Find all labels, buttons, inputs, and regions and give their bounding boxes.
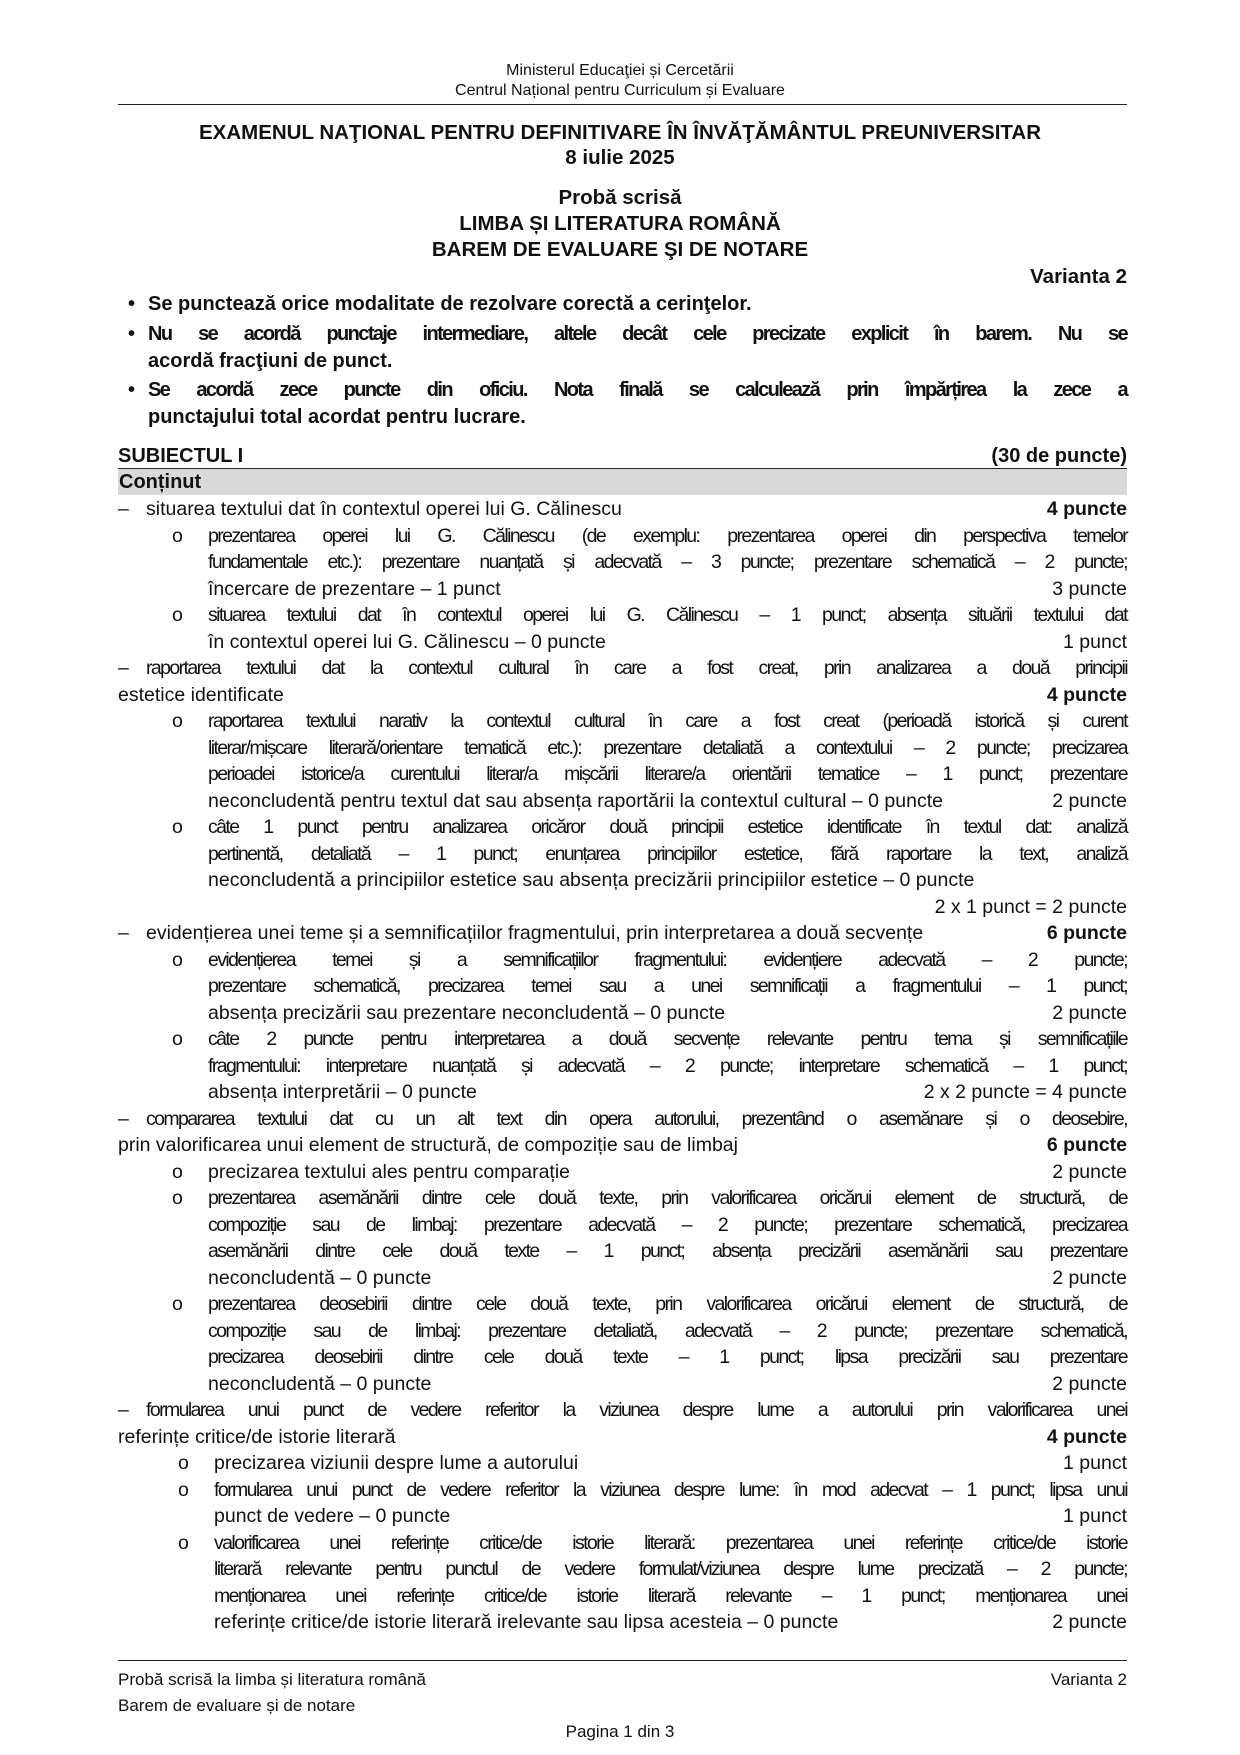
criteria-text: literară relevante pentru punctul de vedere formulat/viziunea despre lume precizată – 2 puncte; (214, 1558, 1127, 1580)
criteria-text: absența interpretării – 0 puncte (208, 1081, 477, 1103)
criteria-line (208, 576, 1127, 603)
criteria-text: menționarea unei referințe critice/de istorie literară relevante – 1 punct; menționarea unei (214, 1584, 1127, 1607)
criteria-text: încercare de prezentare – 1 punct (208, 577, 501, 600)
points-value: 2 puncte (1052, 1266, 1127, 1289)
criteria-text: neconcludentă a principiilor estetice sau absența precizării principiilor estetice – 0 puncte (208, 869, 975, 891)
criteria-text: compararea textului dat cu un alt text din opera autorului, prezentând o asemănare și o deosebire, (146, 1107, 1127, 1130)
criteria-text: fundamentale etc.): prezentare nuanțată și adecvată – 3 puncte; prezentare schematică – 2 puncte; (208, 551, 1127, 573)
rule-text: punctajului total acordat pentru lucrare. (148, 406, 526, 428)
points-value: 2 x 2 puncte = 4 puncte (923, 1081, 1127, 1103)
criteria-text: estetice identificate (118, 683, 284, 706)
criteria-line (208, 1000, 1127, 1027)
criteria-text: prin valorificarea unui element de structură, de compoziție sau de limbaj (118, 1134, 738, 1156)
points-value: 6 puncte (1046, 922, 1127, 944)
rule-line (128, 291, 1127, 317)
criteria-line (208, 549, 1127, 576)
criteria-line (172, 1159, 1127, 1186)
criteria-line (208, 973, 1127, 1000)
criteria-text: evidențierea temei și a semnificațiilor fragmentului: evidențiere adecvată – 2 puncte; (208, 948, 1127, 971)
circle-bullet-icon: o (178, 1478, 189, 1501)
section-header (118, 445, 1127, 468)
criteria-line (172, 947, 1127, 974)
criteria-line (214, 1609, 1127, 1636)
criteria-line (208, 1079, 1127, 1106)
criteria-text: câte 1 punct pentru analizarea oricăror două principii estetice identificate în textul dat: analiză (208, 816, 1127, 838)
points-value: 4 puncte (1046, 683, 1127, 706)
criteria-line (208, 1265, 1127, 1292)
criteria-line (208, 841, 1127, 868)
dash-bullet-icon: – (118, 1399, 129, 1421)
criteria-line (118, 1424, 1127, 1451)
content-header-bar (118, 469, 1127, 495)
points-value: 2 puncte (1052, 789, 1127, 812)
bullet-icon: • (128, 293, 136, 315)
criteria-line (118, 655, 1127, 682)
circle-bullet-icon: o (172, 1160, 183, 1183)
criteria-text: în contextul operei lui G. Călinescu – 0 puncte (208, 630, 606, 653)
criteria-text: situarea textului dat în contextul operei lui G. Călinescu (146, 498, 622, 520)
points-value: 2 puncte (1052, 1001, 1127, 1024)
criteria-line (214, 1503, 1127, 1530)
section-name: SUBIECTUL I (118, 445, 244, 467)
criteria-line (118, 496, 1127, 523)
points-value: 2 puncte (1052, 1160, 1127, 1183)
criteria-line (178, 1477, 1127, 1504)
criteria-line (208, 867, 1127, 894)
criteria-text: fragmentului: interpretare nuanțată și adecvată – 2 puncte; interpretare schematică – 1 punct; (208, 1054, 1127, 1077)
circle-bullet-icon: o (172, 816, 183, 838)
criteria-line (118, 682, 1127, 709)
criteria-line (208, 1318, 1127, 1345)
criteria-text: prezentare schematică, precizarea temei sau a unei semnificații a fragmentului – 1 punct; (208, 975, 1127, 997)
points-value: 4 puncte (1046, 1425, 1127, 1448)
criteria-line (214, 1583, 1127, 1610)
circle-bullet-icon: o (172, 1028, 183, 1050)
circle-bullet-icon: o (172, 1293, 183, 1315)
criteria-line (208, 1371, 1127, 1398)
criteria-text: prezentarea operei lui G. Călinescu (de exemplu: prezentarea operei din perspectiva temelor (208, 524, 1127, 547)
criteria-line (172, 814, 1127, 841)
page-number: Pagina 1 din 3 (565, 1722, 675, 1741)
dash-bullet-icon: – (118, 1107, 129, 1130)
criteria-line (172, 1291, 1127, 1318)
circle-bullet-icon: o (172, 948, 183, 971)
criteria-text: referințe critice/de istorie literară (118, 1425, 396, 1448)
dash-bullet-icon: – (118, 657, 129, 679)
rule-text: Nu se acordă punctaje intermediare, altele decât cele precizate explicit în barem. Nu se (148, 323, 1127, 345)
criteria-line (118, 1106, 1127, 1133)
criteria-line (178, 1530, 1127, 1557)
criteria-text: câte 2 puncte pentru interpretarea a două secvențe relevante pentru tema și semnificațiile (208, 1028, 1127, 1050)
criteria-text: literar/mișcare literară/orientare tematică etc.): prezentare detaliată a contextului – 2 puncte; precizarea (208, 736, 1127, 759)
circle-bullet-icon: o (172, 1187, 183, 1209)
criteria-line (118, 920, 1127, 947)
bullet-icon: • (128, 379, 136, 401)
points-value: 3 puncte (1052, 577, 1127, 600)
criteria-text: perioadei istorice/a curentului literar/a mișcării literare/a orientării tematice – 1 punct; prezentare (208, 763, 1127, 785)
criteria-line (172, 523, 1127, 550)
rule-text: acordă fracţiuni de punct. (148, 350, 393, 372)
criteria-text: referințe critice/de istorie literară irelevante sau lipsa acesteia – 0 puncte (214, 1611, 839, 1633)
criteria-text: valorificarea unei referințe critice/de istorie literară: prezentarea unei referințe critice/de istorie (214, 1531, 1127, 1554)
variant-label: Varianta 2 (1030, 265, 1127, 288)
ministry-header: Ministerul Educaţiei și Cercetării (506, 62, 734, 79)
criteria-line (208, 1238, 1127, 1265)
content-header: Conținut (119, 471, 202, 493)
criteria-text: precizarea textului ales pentru comparație (208, 1160, 571, 1183)
rule-line (148, 404, 1127, 430)
criteria-line (118, 1132, 1127, 1159)
circle-bullet-icon: o (178, 1531, 189, 1554)
rule-line (128, 321, 1127, 347)
criteria-text: raportarea textului dat la contextul cultural în care a fost creat, prin analizarea a două principii (146, 657, 1127, 679)
points-value: 2 x 1 punct = 2 puncte (934, 895, 1127, 918)
criteria-text: prezentarea deosebirii dintre cele două texte, prin valorificarea oricărui element de structură, de (208, 1293, 1127, 1315)
criteria-text: asemănării dintre cele două texte – 1 punct; absența precizării asemănării sau prezentare (208, 1240, 1127, 1262)
circle-bullet-icon: o (172, 710, 183, 732)
criteria-line (172, 602, 1127, 629)
footer-exam: Probă scrisă la limba și literatura română (118, 1670, 427, 1689)
criteria-text: neconcludentă pentru textul dat sau absența raportării la contextul cultural – 0 puncte (208, 789, 943, 812)
exam-title: EXAMENUL NAŢIONAL PENTRU DEFINITIVARE ÎN ÎNVĂŢĂMÂNTUL PREUNIVERSITAR (198, 121, 1042, 144)
criteria-line (118, 894, 1127, 921)
criteria-line (208, 1053, 1127, 1080)
center-header: Centrul Național pentru Curriculum și Evaluare (455, 82, 785, 99)
rule-line (128, 377, 1127, 403)
criteria-text: situarea textului dat în contextul operei lui G. Călinescu – 1 punct; absența situării textului dat (208, 604, 1127, 626)
criteria-line (208, 788, 1127, 815)
criteria-line (208, 761, 1127, 788)
criteria-text: precizarea deosebirii dintre cele două texte – 1 punct; lipsa precizării sau prezentare (208, 1346, 1127, 1368)
criteria-text: raportarea textului narativ la contextul cultural în care a fost creat (perioadă istorică și curent (208, 710, 1127, 732)
dash-bullet-icon: – (118, 922, 129, 944)
points-value: 2 puncte (1052, 1372, 1127, 1395)
points-value: 2 puncte (1052, 1611, 1127, 1633)
criteria-line (178, 1450, 1127, 1477)
points-value: 1 punct (1063, 630, 1127, 653)
criteria-line (208, 1212, 1127, 1239)
exam-date: 8 iulie 2025 (565, 146, 675, 169)
dash-bullet-icon: – (118, 498, 129, 520)
criteria-text: absența precizării sau prezentare neconcludentă – 0 puncte (208, 1001, 726, 1024)
barem-title: BAREM DE EVALUARE ŞI DE NOTARE (431, 238, 809, 261)
criteria-text: precizarea viziunii despre lume a autorului (214, 1452, 579, 1474)
criteria-text: neconcludentă – 0 puncte (208, 1266, 432, 1289)
section-points: (30 de puncte) (991, 445, 1127, 467)
criteria-line (172, 1026, 1127, 1053)
rule-text: Se punctează orice modalitate de rezolvare corectă a cerinţelor. (148, 293, 752, 315)
points-value: 1 punct (1063, 1452, 1127, 1474)
rule-text: Se acordă zece puncte din oficiu. Nota finală se calculează prin împărțirea la zece a (148, 379, 1127, 401)
footer-divider (118, 1660, 1127, 1661)
criteria-text: pertinentă, detaliată – 1 punct; enunțarea principiilor estetice, fără raportare la text, analiză (208, 842, 1127, 865)
points-value: 6 puncte (1046, 1134, 1127, 1156)
criteria-text: neconcludentă – 0 puncte (208, 1372, 432, 1395)
criteria-text: punct de vedere – 0 puncte (214, 1505, 451, 1527)
criteria-line (208, 1344, 1127, 1371)
circle-bullet-icon: o (172, 604, 183, 626)
footer-barem: Barem de evaluare și de notare (118, 1696, 356, 1715)
criteria-line (172, 708, 1127, 735)
proba-title: Probă scrisă (558, 186, 682, 209)
points-value: 4 puncte (1046, 498, 1127, 520)
criteria-line (118, 1397, 1127, 1424)
subject-title: LIMBA ȘI LITERATURA ROMÂNĂ (459, 212, 781, 235)
criteria-text: prezentarea asemănării dintre cele două texte, prin valorificarea oricărui element de structură, de (208, 1187, 1127, 1209)
criteria-text: compoziție sau de limbaj: prezentare detaliată, adecvată – 2 puncte; prezentare schematică, (208, 1319, 1127, 1342)
header-divider (118, 104, 1127, 105)
criteria-line (172, 1185, 1127, 1212)
criteria-text: formularea unui punct de vedere referitor la viziunea despre lume: în mod adecvat – 1 punct; lipsa unui (214, 1478, 1127, 1501)
criteria-text: evidențierea unei teme și a semnificațiilor fragmentului, prin interpretarea a două secvențe (146, 922, 924, 944)
criteria-line (208, 629, 1127, 656)
circle-bullet-icon: o (172, 524, 183, 547)
rule-line (148, 348, 1127, 374)
criteria-line (208, 735, 1127, 762)
bullet-icon: • (128, 323, 136, 345)
criteria-line (214, 1556, 1127, 1583)
circle-bullet-icon: o (178, 1452, 189, 1474)
footer-variant: Varianta 2 (1050, 1670, 1127, 1689)
points-value: 1 punct (1063, 1505, 1127, 1527)
criteria-text: compoziție sau de limbaj: prezentare adecvată – 2 puncte; prezentare schematică, precizarea (208, 1213, 1127, 1236)
criteria-text: formularea unui punct de vedere referitor la viziunea despre lume a autorului prin valorificarea unei (146, 1399, 1127, 1421)
